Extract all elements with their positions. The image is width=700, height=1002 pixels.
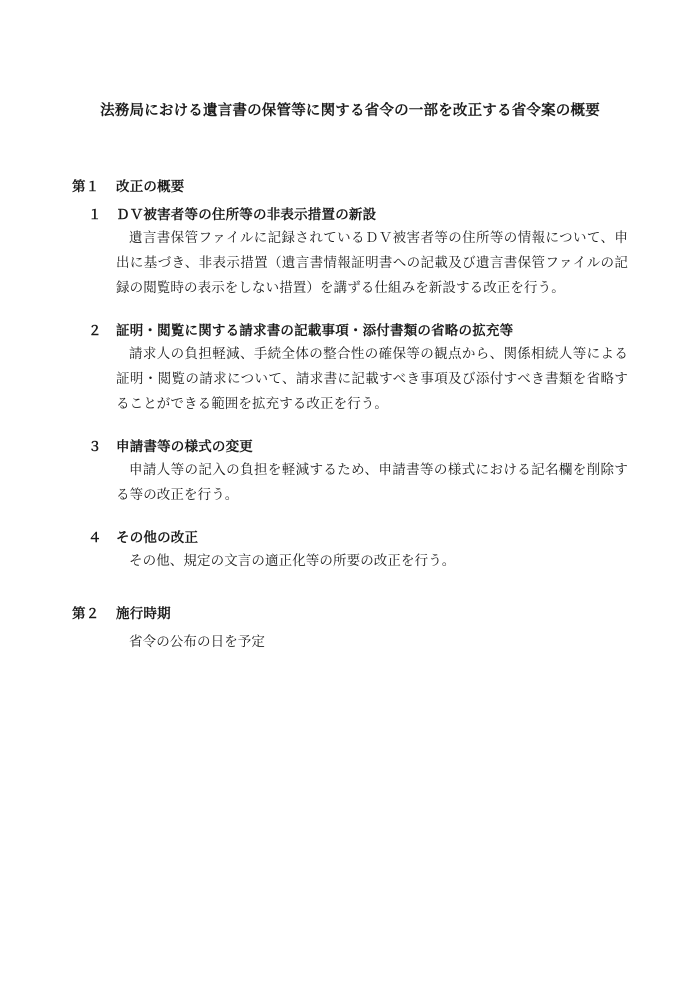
section-1 [72, 175, 628, 574]
item-2-number: ２ [88, 323, 102, 339]
item-1-number: １ [88, 207, 102, 223]
item-2-label: 証明・閲覧に関する請求書の記載事項・添付書類の省略の拡充等 [116, 323, 514, 339]
item-1-label: ＤＶ被害者等の住所等の非表示措置の新設 [116, 207, 377, 223]
item-3-heading [72, 435, 628, 455]
item-4-body: その他、規定の文言の適正化等の所要の改正を行う。 [129, 552, 456, 568]
section-2 [72, 602, 628, 655]
section-2-label: 施行時期 [116, 605, 171, 621]
section-2-body: 省令の公布の日を予定 [129, 633, 265, 649]
item-4-heading [72, 526, 628, 546]
item-3-body: 申請人等の記入の負担を軽減するため、申請書等の様式における記名欄を削除する等の改正を行う。 [116, 462, 628, 502]
item-1 [72, 203, 628, 301]
section-2-heading [72, 602, 628, 622]
item-4-label: その他の改正 [116, 529, 199, 545]
item-3-number: ３ [88, 439, 102, 454]
section-2-number: 第２ [72, 605, 100, 621]
item-4 [72, 526, 628, 574]
item-2-heading [72, 319, 628, 339]
item-3 [72, 435, 628, 508]
section-1-label: 改正の概要 [116, 179, 185, 195]
item-1-heading [72, 203, 628, 223]
section-1-number: 第１ [72, 179, 100, 195]
page-title: 法務局における遺言書の保管等に関する省令の一部を改正する省令案の概要 [100, 103, 600, 119]
item-3-label: 申請書等の様式の変更 [116, 439, 253, 454]
item-2-body: 請求人の負担軽減、手続全体の整合性の確保等の観点から、関係相続人等による証明・閲覧の請求について、請求書に記載すべき事項及び添付すべき書類を省略することができる範囲を拡充する改正を行う。 [116, 346, 628, 412]
section-1-heading [72, 175, 628, 195]
item-4-number: ４ [88, 529, 102, 545]
item-2 [72, 319, 628, 417]
item-1-body: 遺言書保管ファイルに記録されているＤＶ被害者等の住所等の情報について、申出に基づき、非表示措置（遺言書情報証明書への記載及び遺言書保管ファイルの記録の閲覧時の表示をしない措置）を講ずる仕組みを新設する改正を行う。 [116, 230, 628, 296]
